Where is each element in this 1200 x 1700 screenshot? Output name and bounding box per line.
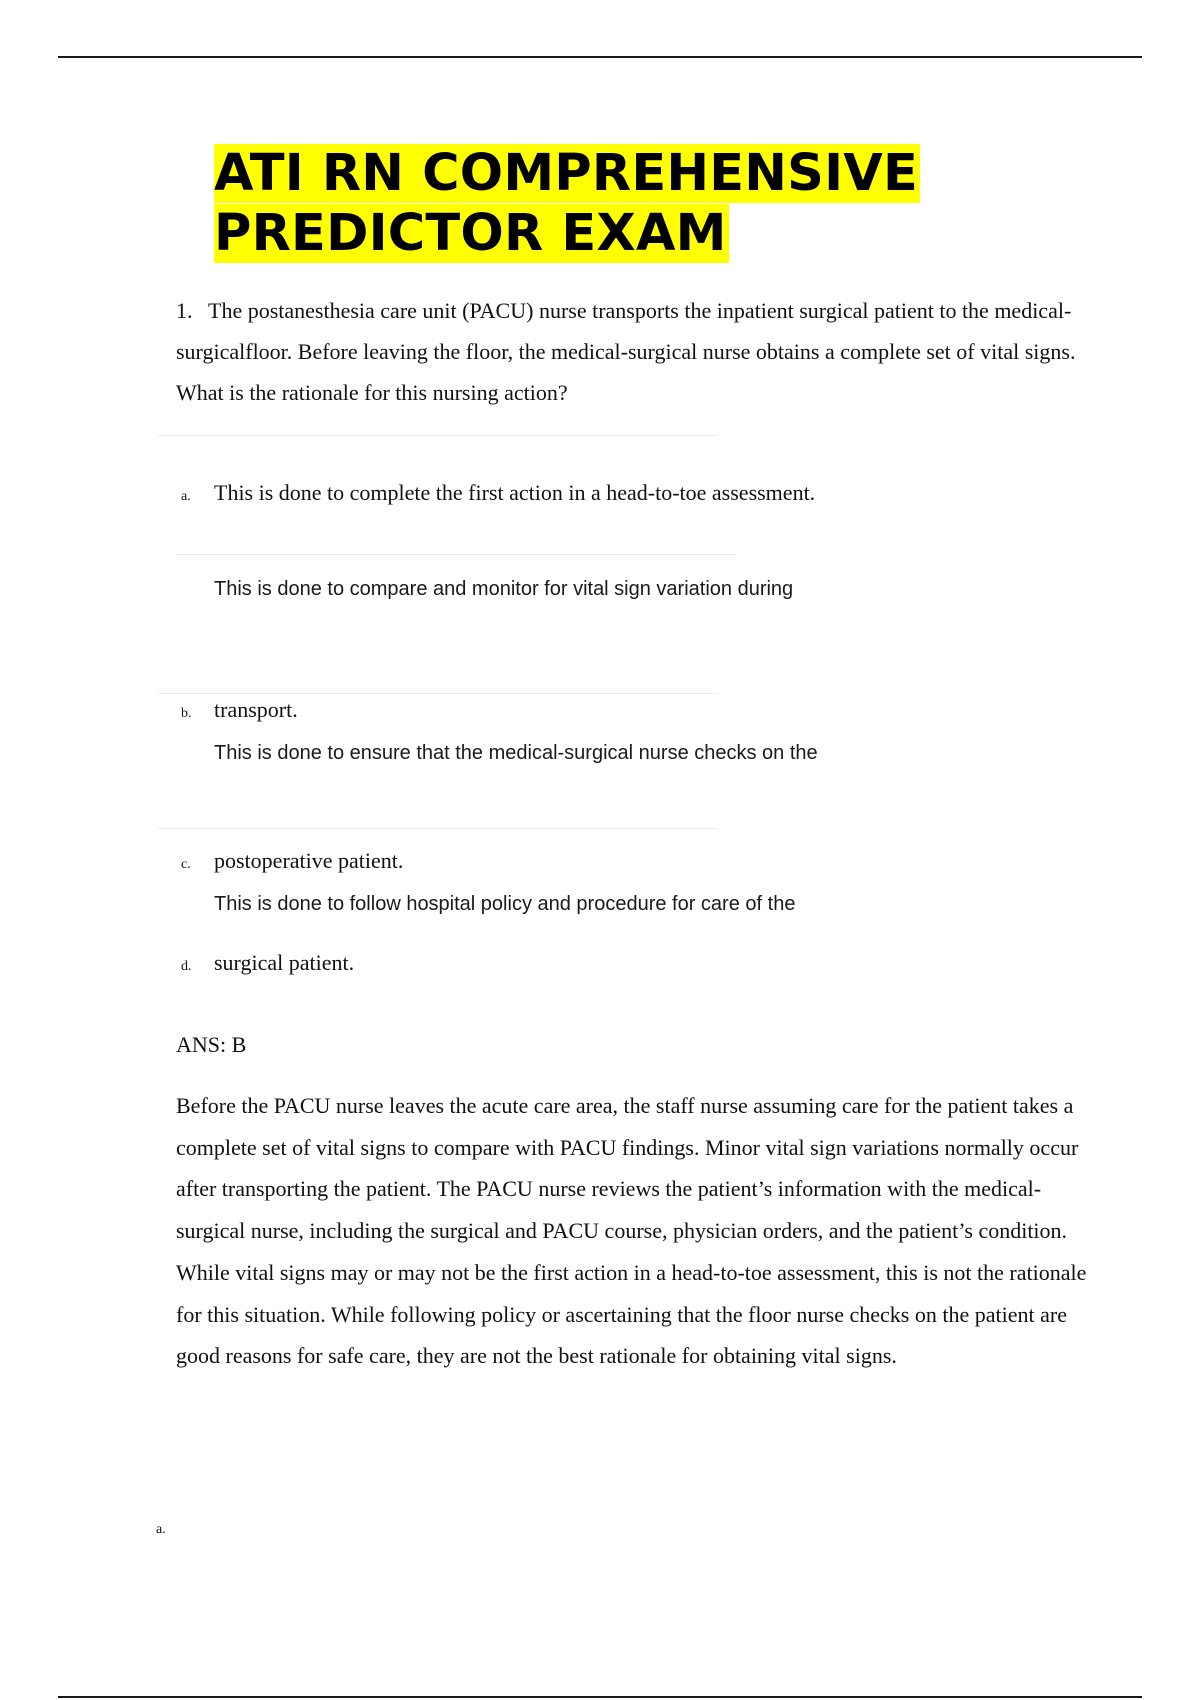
question-1 (176, 290, 1096, 413)
option-a-text: This is done to complete the first action in a head-to-toe assessment. (214, 480, 816, 505)
answer-key: ANS: B (176, 1032, 247, 1057)
divider (176, 554, 736, 555)
question-text: The postanesthesia care unit (PACU) nurse transports the inpatient surgical patient to the medical-surgicalfloor. Before leaving the floor, the medical-surgical nurse obtains a complete set of vital signs. What is the rationale for this nursing action? (176, 298, 1076, 405)
rationale-paragraph: Before the PACU nurse leaves the acute care area, the staff nurse assuming care for the patient takes a complete set of vital signs to compare with PACU findings. Minor vital sign variations normally occur after transporting the patient. The PACU nurse reviews the patient’s information with the medical-surgical nurse, including the surgical and PACU course, physician orders, and the patient’s condition. While vital signs may or may not be the first action in a head-to-toe assessment, this is not the rationale for this situation. While following policy or ascertaining that the floor nurse checks on the patient are good reasons for safe care, they are not the best rationale for obtaining vital signs. (176, 1093, 1087, 1369)
option-b-letter: b. (181, 706, 192, 721)
option-a-letter: a. (181, 489, 191, 504)
option-d-line-2: surgical patient. (214, 950, 355, 975)
stray-option-marker: a. (156, 1522, 166, 1537)
divider (158, 693, 718, 694)
option-c-letter: c. (181, 857, 191, 872)
title-line-2: PREDICTOR EXAM (214, 204, 727, 263)
question-number: 1. (176, 298, 193, 323)
option-c-line-2: postoperative patient. (214, 848, 404, 873)
top-rule (58, 56, 1142, 58)
option-b-line-1: This is done to compare and monitor for vital sign variation during (214, 578, 794, 600)
option-d-line-1: This is done to follow hospital policy and procedure for care of the (214, 893, 796, 915)
bottom-rule (58, 1696, 1142, 1698)
page-title (214, 144, 974, 264)
divider (158, 435, 718, 436)
option-b-line-2: transport. (214, 697, 298, 722)
divider (158, 828, 718, 829)
option-c-line-1: This is done to ensure that the medical-surgical nurse checks on the (214, 742, 818, 764)
option-d-letter: d. (181, 959, 192, 974)
title-line-1: ATI RN COMPREHENSIVE (214, 144, 918, 203)
